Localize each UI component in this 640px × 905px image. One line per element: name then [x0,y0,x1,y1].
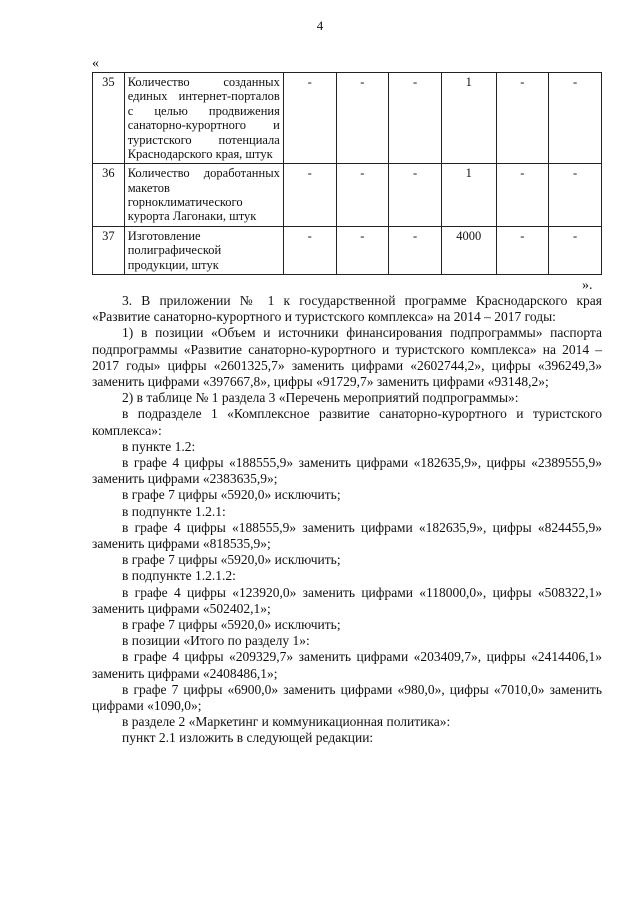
row-value: - [389,73,442,164]
paragraph: в графе 4 цифры «188555,9» заменить цифрами «182635,9», цифры «824455,9» заменить цифрами «818535,9»; [92,519,602,552]
paragraph: в графе 7 цифры «5920,0» исключить; [122,487,341,503]
paragraph: в позиции «Итого по разделу 1»: [122,633,310,649]
paragraph: в подразделе 1 «Комплексное развитие санаторно-курортного и туристского комплекса»: [92,406,602,438]
row-value: - [549,164,602,227]
row-number: 37 [93,226,125,274]
paragraph: в графе 4 цифры «123920,0» заменить цифрами «118000,0», цифры «508322,1» заменить цифрами «502402,1»; [92,584,602,616]
row-value: - [336,73,389,164]
row-value: - [389,164,442,227]
open-quote: « [92,56,99,71]
paragraph: в графе 7 цифры «5920,0» исключить; [122,617,341,633]
table-row [93,73,602,164]
row-value: - [389,226,442,274]
row-value: - [283,226,336,274]
paragraph: в разделе 2 «Маркетинг и коммуникационная политика»: [122,714,451,730]
table-row [93,226,602,274]
document-body [92,293,602,747]
paragraph: 1) в позиции «Объем и источники финансирования подпрограммы» паспорта подпрограммы «Развитие санаторно-курортного и туристского комплекса» на 2014 – 2017 годы» цифры «2601325,7» заменить цифрами «2602744,2», цифры «396249,3» заменить цифрами «397667,8», цифры «91729,7» заменить цифрами «93148,2»; [92,325,602,390]
row-value: - [496,226,549,274]
row-value: 4000 [441,226,496,274]
row-value: - [283,73,336,164]
row-value: - [336,164,389,227]
row-value: - [549,73,602,164]
paragraph: в пункте 1.2: [122,438,196,454]
row-value: - [549,226,602,274]
paragraph: пункт 2.1 изложить в следующей редакции: [122,730,374,746]
row-value: 1 [441,164,496,227]
page-number: 4 [316,18,324,33]
indicators-table [92,72,602,275]
row-name: Изготовление полиграфической продукции, штук [124,226,283,274]
row-value: - [283,164,336,227]
paragraph: в графе 7 цифры «6900,0» заменить цифрами «980,0», цифры «7010,0» заменить цифрами «1090,0»; [92,681,602,714]
row-number: 35 [93,73,125,164]
paragraph: в подпункте 1.2.1.2: [122,568,236,584]
row-value: - [496,73,549,164]
paragraph: 3. В приложении № 1 к государственной программе Краснодарского края «Развитие санаторно-курортного и туристского комплекса» на 2014 – 2017 годы: [92,293,602,325]
table-row [93,164,602,227]
close-quote: ». [582,278,593,293]
row-name: Количество созданных единых интернет-порталов с целью продвижения санаторно-курортного и туристского потенциала Краснодарского края, штук [124,73,283,164]
paragraph: в графе 4 цифры «188555,9» заменить цифрами «182635,9», цифры «2389555,9» заменить цифрами «2383635,9»; [92,455,602,487]
row-value: - [336,226,389,274]
row-name: Количество доработанных макетов горноклиматического курорта Лагонаки, штук [124,164,283,227]
row-value: - [496,164,549,227]
row-value: 1 [441,73,496,164]
paragraph: в подпункте 1.2.1: [122,503,226,519]
row-number: 36 [93,164,125,227]
paragraph: в графе 4 цифры «209329,7» заменить цифрами «203409,7», цифры «2414406,1» заменить цифрами «2408486,1»; [92,649,602,681]
paragraph: в графе 7 цифры «5920,0» исключить; [122,552,341,568]
paragraph: 2) в таблице № 1 раздела 3 «Перечень мероприятий подпрограммы»: [122,390,519,406]
